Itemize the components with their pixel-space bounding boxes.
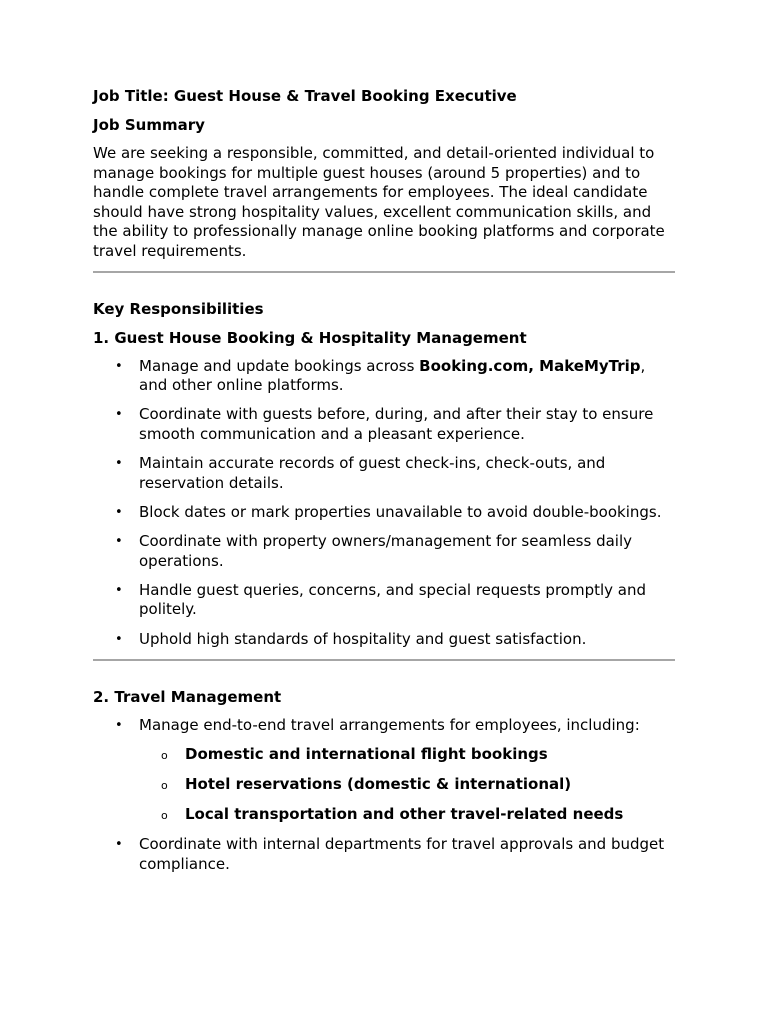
list-item [93, 716, 675, 825]
list-item-text: Coordinate with guests before, during, and after their stay to ensure smooth communication and a pleasant experience. [139, 405, 654, 443]
bullet-icon: • [115, 358, 123, 374]
divider [93, 659, 675, 661]
list-item-text: Coordinate with property owners/management for seamless daily operations. [139, 532, 632, 570]
list-item [93, 357, 675, 396]
section-1-heading: 1. Guest House Booking & Hospitality Management [93, 328, 527, 347]
bullet-icon: • [115, 836, 123, 852]
circle-bullet-icon: o [161, 779, 168, 793]
bullet-icon: • [115, 456, 123, 472]
list-item [93, 630, 675, 650]
bullet-icon: • [115, 631, 123, 647]
list-item [93, 454, 675, 493]
bullet-icon: • [115, 407, 123, 423]
document-page [93, 86, 675, 884]
list-item-text: Handle guest queries, concerns, and special requests promptly and politely. [139, 580, 647, 619]
sub-list-item-text: Local transportation and other travel-related needs [185, 805, 624, 823]
sub-list-item [139, 745, 675, 765]
sub-list-item [139, 775, 675, 795]
list-item [93, 405, 675, 444]
circle-bullet-icon: o [161, 809, 168, 822]
list-item-text: Maintain accurate records of guest check-ins, check-outs, and reservation details. [139, 454, 606, 492]
circle-bullet-icon: o [161, 749, 168, 763]
key-responsibilities-heading: Key Responsibilities [93, 299, 264, 318]
section-2-list [93, 716, 675, 874]
bullet-icon: • [115, 582, 123, 598]
summary-heading: Job Summary [93, 116, 205, 134]
sub-list [139, 745, 675, 825]
list-item [93, 581, 675, 620]
list-item-text-suffix: , and other online platforms. [139, 356, 646, 395]
bullet-icon: • [115, 504, 123, 520]
list-item [93, 503, 675, 523]
list-item-text: Uphold high standards of hospitality and guest satisfaction. [139, 629, 587, 648]
list-item [93, 532, 675, 571]
sub-list-item-text: Domestic and international flight bookings [185, 745, 548, 764]
bullet-icon: • [115, 534, 123, 550]
bullet-icon: • [115, 717, 123, 733]
list-item [93, 835, 675, 874]
job-title: Job Title: Guest House & Travel Booking Executive [93, 87, 517, 105]
section-1-list [93, 357, 675, 650]
list-item-text: Block dates or mark properties unavailable to avoid double-bookings. [139, 502, 662, 521]
list-item-text: Coordinate with internal departments for travel approvals and budget compliance. [139, 834, 665, 873]
summary-text: We are seeking a responsible, committed, and detail-oriented individual to manage bookings for multiple guest houses (around 5 properties) and to handle complete travel arrangements for employees. The ideal candidate should have strong hospitality values, excellent communication skills, and the ability to professionally manage online booking platforms and corporate travel requirements. [93, 144, 665, 260]
sub-list-item-text: Hotel reservations (domestic & international) [185, 775, 572, 794]
list-item-text: Manage end-to-end travel arrangements for employees, including: [139, 715, 640, 734]
list-item-text-bold: Booking.com, MakeMyTrip [419, 356, 641, 375]
list-item-text-prefix: Manage and update bookings across [139, 356, 420, 375]
section-2-heading: 2. Travel Management [93, 687, 282, 706]
divider [93, 271, 675, 273]
sub-list-item [139, 805, 675, 825]
